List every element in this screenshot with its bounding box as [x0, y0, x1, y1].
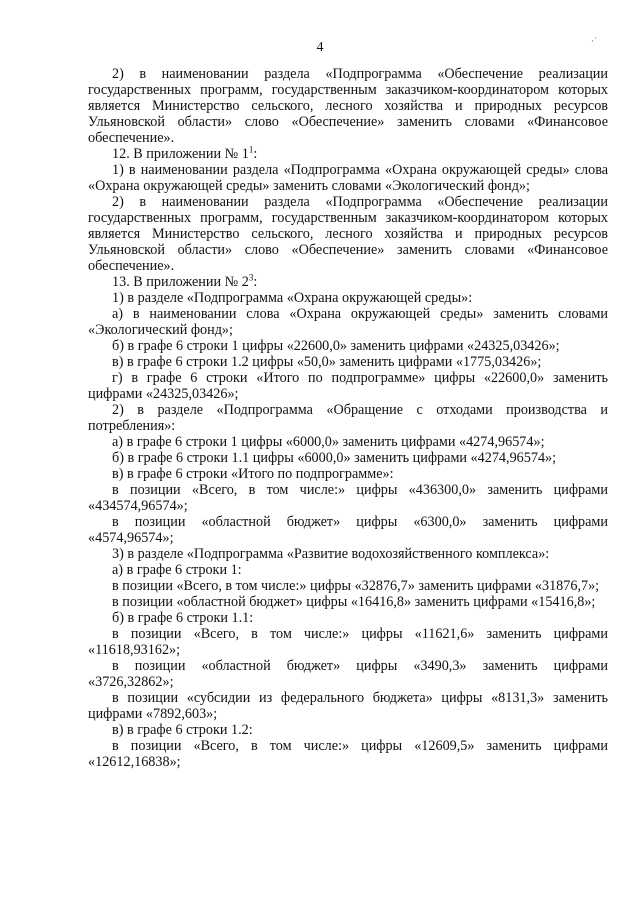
paragraph: а) в наименовании слова «Охрана окружающей среды» заменить словами «Экологический фонд»;: [88, 306, 608, 338]
paragraph: в позиции «Всего, в том числе:» цифры «436300,0» заменить цифрами «434574,96574»;: [88, 482, 608, 514]
paragraph: 3) в разделе «Подпрограмма «Развитие водохозяйственного комплекса»:: [112, 546, 550, 562]
paragraph-appendix-1: [88, 146, 608, 162]
paragraph: в позиции «областной бюджет» цифры «6300,0» заменить цифрами «4574,96574»;: [88, 514, 608, 546]
paragraph: б) в графе 6 строки 1.1:: [112, 610, 254, 626]
paragraph: а) в графе 6 строки 1:: [112, 562, 242, 578]
footnote-mark: 1: [248, 144, 254, 155]
paragraph-appendix-2: [88, 274, 608, 290]
paragraph-text: 12. В приложении № 1: [112, 146, 249, 162]
paragraph: в) в графе 6 строки «Итого по подпрограмме»:: [112, 466, 394, 482]
paragraph: в позиции «Всего, в том числе:» цифры «32876,7» заменить цифрами «31876,7»;: [112, 578, 600, 594]
paragraph: в позиции «субсидии из федерального бюджета» цифры «8131,3» заменить цифрами «7892,603»;: [88, 690, 608, 722]
paragraph: б) в графе 6 строки 1 цифры «22600,0» заменить цифрами «24325,03426»;: [112, 338, 560, 354]
paragraph-text: 13. В приложении № 2: [112, 274, 249, 290]
footnote-mark: 3: [248, 272, 254, 283]
paragraph: в позиции «Всего, в том числе:» цифры «12609,5» заменить цифрами «12612,16838»;: [88, 738, 608, 770]
scan-mark: ·˙: [591, 36, 597, 46]
document-body: [88, 66, 608, 770]
paragraph: 1) в разделе «Подпрограмма «Охрана окружающей среды»:: [112, 290, 473, 306]
paragraph: 2) в наименовании раздела «Подпрограмма «Обеспечение реализации государственных программ, государственным заказчиком-координатором которых является Министерство сельского, лесного хозяйства и природных ресурсов Ульяновской области» слово «Обеспечение» заменить словами «Финансовое обеспечение».: [88, 194, 608, 274]
paragraph: г) в графе 6 строки «Итого по подпрограмме» цифры «22600,0» заменить цифрами «24325,03426»;: [88, 370, 608, 402]
page-number: 4: [316, 40, 324, 55]
paragraph: б) в графе 6 строки 1.1 цифры «6000,0» заменить цифрами «4274,96574»;: [112, 450, 557, 466]
paragraph: 2) в разделе «Подпрограмма «Обращение с отходами производства и потребления»:: [88, 402, 608, 434]
paragraph: в) в графе 6 строки 1.2 цифры «50,0» заменить цифрами «1775,03426»;: [112, 354, 542, 370]
paragraph-suffix: :: [253, 274, 258, 290]
paragraph: 2) в наименовании раздела «Подпрограмма «Обеспечение реализации государственных программ, государственным заказчиком-координатором которых является Министерство сельского, лесного хозяйства и природных ресурсов Ульяновской области» слово «Обеспечение» заменить словами «Финансовое обеспечение».: [88, 66, 608, 146]
paragraph: в позиции «областной бюджет» цифры «16416,8» заменить цифрами «15416,8»;: [112, 594, 596, 610]
paragraph: в позиции «Всего, в том числе:» цифры «11621,6» заменить цифрами «11618,93162»;: [88, 626, 608, 658]
paragraph: в позиции «областной бюджет» цифры «3490,3» заменить цифрами «3726,32862»;: [88, 658, 608, 690]
paragraph: 1) в наименовании раздела «Подпрограмма «Охрана окружающей среды» слова «Охрана окружающей среды» заменить словами «Экологический фонд»;: [88, 162, 608, 194]
paragraph: а) в графе 6 строки 1 цифры «6000,0» заменить цифрами «4274,96574»;: [112, 434, 545, 450]
paragraph-suffix: :: [253, 146, 258, 162]
paragraph: в) в графе 6 строки 1.2:: [112, 722, 253, 738]
